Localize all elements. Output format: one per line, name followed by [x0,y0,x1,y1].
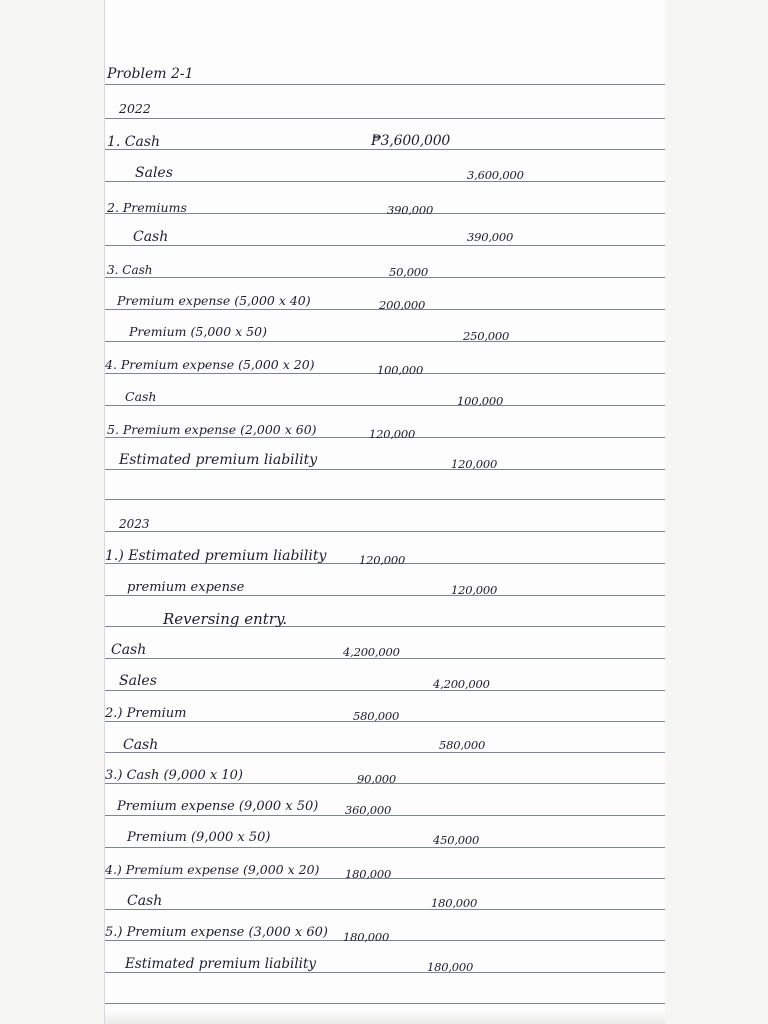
entry-account: 4.) Premium expense (9,000 x 20) [105,862,320,877]
entry-account: Cash [133,229,169,245]
credit-amount: 120,000 [451,457,498,471]
ruled-line [105,752,665,753]
ruled-line [105,245,665,246]
debit-amount: 120,000 [369,427,416,441]
entry-account: Premium (5,000 x 50) [129,324,267,339]
entry-account: Cash [123,737,159,753]
credit-amount: 580,000 [439,738,486,752]
debit-amount: 50,000 [389,265,429,279]
notebook-page [104,0,665,1024]
entry-account: Cash [111,642,147,658]
entry-account: 2. Premiums [107,200,187,215]
ruled-line [105,531,665,532]
ruled-line [105,690,665,691]
year-heading: 2023 [119,517,150,531]
debit-amount: 120,000 [359,553,406,567]
ruled-line [105,499,665,500]
entry-account: Premium expense (5,000 x 40) [117,293,311,308]
entry-account: premium expense [127,580,245,595]
ruled-line [105,469,665,470]
year-heading: 2022 [119,101,151,116]
entry-account: Cash [125,389,157,404]
ruled-line [105,118,665,119]
debit-amount: 180,000 [345,867,392,881]
ruled-line [105,909,665,910]
debit-amount: 4,200,000 [343,645,400,659]
entry-account: Sales [119,673,157,689]
entry-account: 5.) Premium expense (3,000 x 60) [105,925,328,940]
credit-amount: 3,600,000 [467,168,524,182]
entry-account: 3. Cash [107,263,153,277]
entry-account: Cash [127,893,163,909]
credit-amount: 390,000 [467,230,514,244]
ruled-line [105,972,665,973]
entry-account: 1. Cash [107,134,161,150]
ruled-line [105,181,665,182]
ruled-line [105,84,665,85]
page-edge-shadow [105,1010,665,1024]
credit-amount: 450,000 [433,833,480,847]
entry-account: Premium expense (9,000 x 50) [117,799,319,814]
debit-amount: 90,000 [357,772,397,786]
ruled-line [105,341,665,342]
entry-account: 5. Premium expense (2,000 x 60) [107,422,317,437]
debit-amount: 100,000 [377,363,424,377]
debit-amount: 390,000 [387,203,434,217]
credit-amount: 100,000 [457,394,504,408]
credit-amount: 180,000 [431,896,478,910]
entry-account: Sales [135,165,173,181]
debit-amount: 360,000 [345,803,392,817]
debit-amount: 580,000 [353,709,400,723]
credit-amount: 120,000 [451,583,498,597]
debit-amount: 200,000 [379,298,426,312]
entry-account: 1.) Estimated premium liability [105,548,327,564]
entry-account: 2.) Premium [105,706,187,721]
note-text: Reversing entry. [163,610,288,628]
entry-account: 3.) Cash (9,000 x 10) [105,768,243,783]
ruled-line [105,277,665,278]
credit-amount: 250,000 [463,329,510,343]
ruled-line [105,213,665,214]
credit-amount: 180,000 [427,960,474,974]
page-title: Problem 2-1 [107,66,194,82]
ruled-line [105,1003,665,1004]
entry-account: Premium (9,000 x 50) [127,830,271,845]
credit-amount: 4,200,000 [433,677,490,691]
entry-account: Estimated premium liability [125,956,317,972]
ruled-line [105,847,665,848]
entry-account: 4. Premium expense (5,000 x 20) [105,357,315,372]
ruled-line [105,405,665,406]
debit-amount: ₱3,600,000 [371,133,451,149]
ruled-line [105,149,665,150]
entry-account: Estimated premium liability [119,452,318,468]
debit-amount: 180,000 [343,930,390,944]
